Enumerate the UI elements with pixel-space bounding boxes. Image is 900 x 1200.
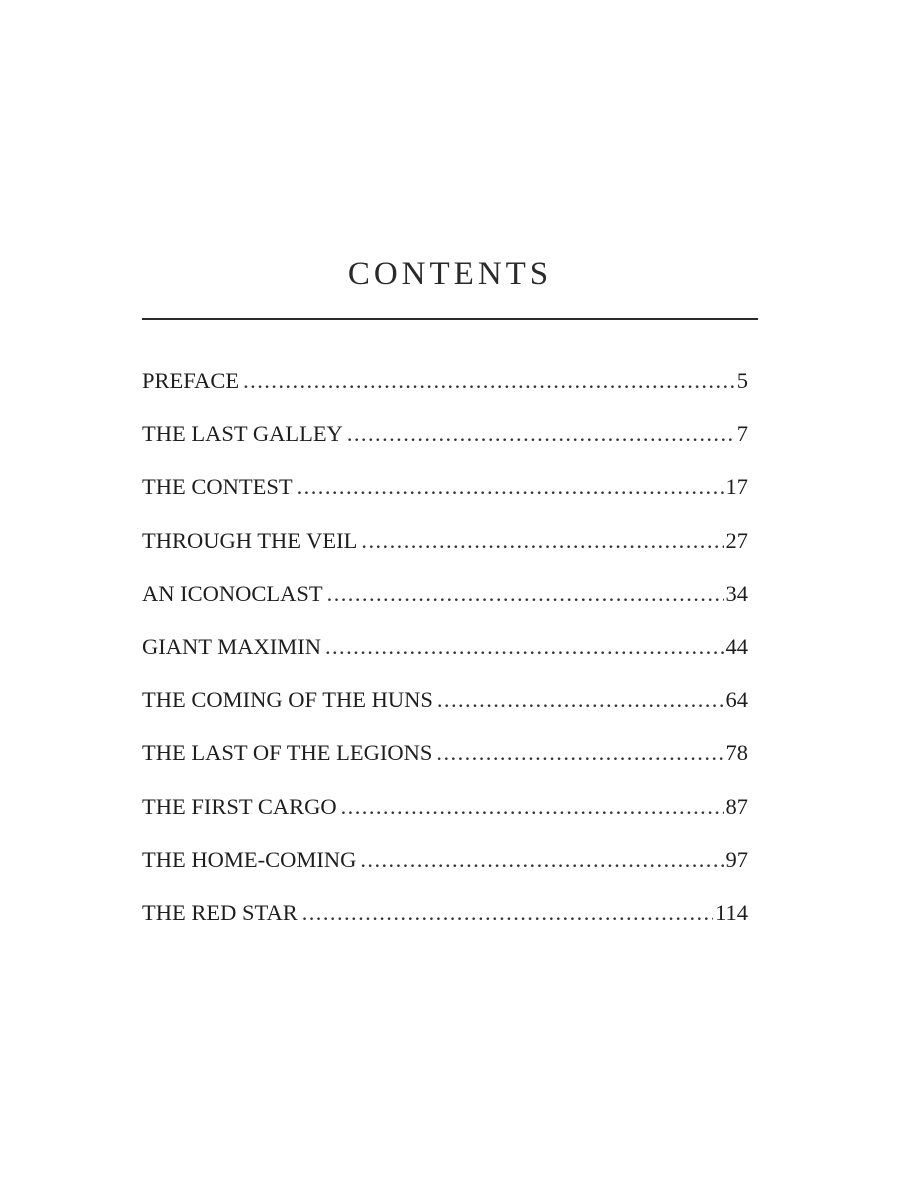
toc-entry-title: GIANT MAXIMIN [142, 633, 321, 659]
toc-dot-leader [327, 581, 724, 607]
toc-entry-title: THE FIRST CARGO [142, 793, 337, 819]
toc-dot-leader [436, 740, 723, 766]
toc-entry-page: 97 [725, 846, 748, 872]
toc-entry-page: 64 [725, 687, 748, 713]
toc-entry-page: 27 [725, 527, 748, 553]
toc-entry-title: THE LAST GALLEY [142, 421, 343, 447]
toc-entry-page: 7 [736, 421, 748, 447]
toc-entry [142, 900, 748, 953]
toc-dot-leader [243, 368, 735, 394]
toc-entry-page: 34 [725, 580, 748, 606]
toc-entry [142, 634, 748, 687]
toc-entry [142, 368, 748, 421]
toc-entry-title: THE RED STAR [142, 899, 298, 925]
toc-entry-title: AN ICONOCLAST [142, 580, 323, 606]
toc-entry-page: 5 [736, 368, 748, 393]
toc-dot-leader [347, 421, 735, 447]
toc-dot-leader [302, 900, 713, 926]
toc-entry [142, 474, 748, 527]
toc-entry-page: 114 [715, 899, 748, 925]
toc-entry [142, 847, 748, 900]
table-of-contents [142, 368, 748, 953]
toc-dot-leader [361, 528, 723, 554]
toc-entry [142, 421, 748, 474]
toc-entry [142, 740, 748, 793]
toc-dot-leader [437, 687, 724, 713]
toc-entry-title: THE CONTEST [142, 474, 293, 500]
toc-entry-title: THE LAST OF THE LEGIONS [142, 740, 433, 766]
toc-dot-leader [297, 474, 724, 500]
toc-entry-title: THE HOME-COMING [142, 846, 357, 872]
toc-entry-page: 17 [725, 474, 748, 500]
toc-entry [142, 794, 748, 847]
toc-dot-leader [325, 634, 724, 660]
toc-entry-title: THROUGH THE VEIL [142, 527, 358, 553]
toc-dot-leader [360, 847, 723, 873]
toc-entry [142, 581, 748, 634]
toc-entry [142, 528, 748, 581]
toc-entry [142, 687, 748, 740]
toc-entry-page: 87 [725, 793, 748, 819]
toc-entry-title: PREFACE [142, 368, 240, 393]
toc-entry-page: 44 [725, 633, 748, 659]
title-divider [142, 318, 758, 320]
toc-entry-title: THE COMING OF THE HUNS [142, 687, 433, 713]
toc-dot-leader [341, 794, 724, 820]
toc-entry-page: 78 [725, 740, 748, 766]
page-title: CONTENTS [347, 256, 553, 292]
